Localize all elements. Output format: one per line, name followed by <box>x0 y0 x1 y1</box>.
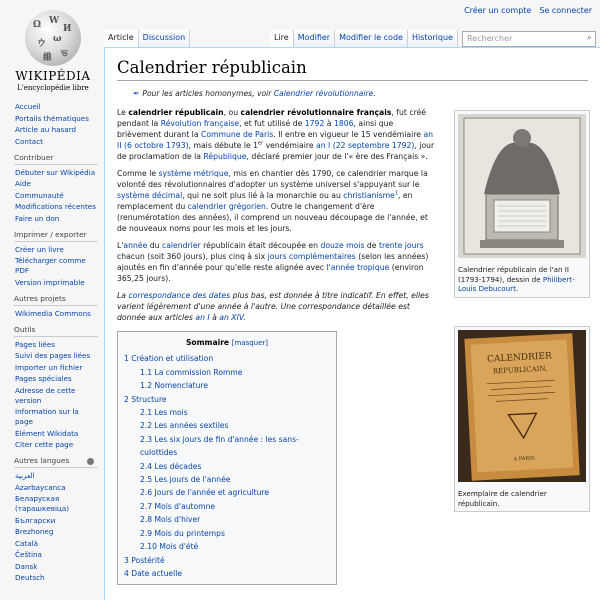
text: (selon les années) ajoutés en fin d'année pour qu'elle reste alignée avec <box>117 252 429 272</box>
article-link[interactable]: an II <box>117 130 434 150</box>
text: , jour de proclamation de la <box>117 141 435 161</box>
sidebar-languages <box>0 456 104 583</box>
sidebar-print <box>0 230 104 288</box>
text: , en remplacement du <box>117 191 413 211</box>
sidebar-item[interactable]: Article au hasard <box>15 125 77 134</box>
language-link[interactable]: Brezhoneg <box>15 527 54 536</box>
thumbnail-caption <box>458 265 586 294</box>
thumbnail-book <box>454 326 590 512</box>
article-link[interactable]: système décimal <box>117 191 183 200</box>
text: . <box>243 313 246 322</box>
sidebar-item[interactable]: Modifications récentes <box>15 202 96 211</box>
text: vendémiaire <box>263 141 316 150</box>
content <box>104 47 600 600</box>
sidebar-item[interactable]: Importer un fichier <box>15 362 83 372</box>
toc-link[interactable]: 2.3 Les six jours de fin d'année : les sans-culottides <box>140 434 299 458</box>
text: . Outre le changement d'ère (renumérotation des années), il comprend un nouveau découpage de l'année, et de nouveaux noms pour les mois et les jours. <box>117 202 428 233</box>
toc-link[interactable]: 2.5 Les jours de l'année <box>140 475 231 485</box>
sidebar-item[interactable]: Suivi des pages liées <box>15 351 91 360</box>
article-body <box>117 107 439 585</box>
article-link[interactable]: an I <box>316 141 331 150</box>
engraving-image[interactable] <box>458 114 586 258</box>
text: de <box>364 241 379 250</box>
book-image[interactable] <box>458 330 586 482</box>
text: chacun (soit 360 jours), plus cinq à six <box>117 252 268 261</box>
tab-read[interactable]: Lire <box>270 30 294 47</box>
sidebar-item[interactable]: Information sur la page <box>15 407 79 426</box>
puzzle-globe-icon: Ω W И ウ ω 維 ভ <box>25 10 81 66</box>
toc-item <box>124 473 330 486</box>
language-link[interactable]: Català <box>15 538 39 548</box>
toc-link[interactable]: 2.6 Jours de l'année et agriculture <box>140 488 270 498</box>
article-link[interactable]: (22 septembre 1792) <box>332 141 415 150</box>
article-link[interactable]: calendrier <box>161 241 201 250</box>
text: , et fut utilisé de <box>239 119 305 128</box>
toc-item <box>124 352 330 365</box>
sidebar-heading-label: Autres langues <box>14 456 70 465</box>
book-title: CALENDRIER <box>486 351 553 365</box>
text: , qui ne soit plus lié à la monarchie ou au <box>182 191 344 200</box>
superscript: er <box>258 140 264 147</box>
article-link[interactable]: an I <box>195 313 210 322</box>
caption-text: Calendrier républicain de l'an II (1793-1794), dessin de <box>458 265 569 284</box>
toc-link[interactable]: 2.4 Les décades <box>140 461 202 471</box>
toc-link[interactable]: 1.1 La commission Romme <box>140 367 243 377</box>
text: , mais débute le 1 <box>188 141 259 150</box>
text: La <box>117 291 129 300</box>
toc-link[interactable]: 2 Structure <box>124 394 167 404</box>
thumbnail-engraving <box>454 110 590 298</box>
language-link[interactable]: Беларуская (тарашкевіца) <box>15 494 70 513</box>
sidebar-item[interactable]: Pages spéciales <box>15 374 72 383</box>
logo-wordmark: WIKIPÉDIA <box>15 69 91 83</box>
language-link[interactable]: Deutsch <box>15 573 45 582</box>
search-placeholder: Rechercher <box>466 34 513 43</box>
toc-link[interactable]: 2.9 Mois du printemps <box>140 528 225 538</box>
article-link[interactable]: correspondance des dates <box>128 291 231 300</box>
sidebar <box>0 102 104 589</box>
text: Le <box>117 108 129 117</box>
toc-link[interactable]: 2.1 Les mois <box>140 408 188 418</box>
sidebar-heading: Imprimer / exporter <box>14 230 98 242</box>
text: , fut créé pendant la <box>117 108 427 128</box>
page-title: Calendrier républicain <box>117 58 588 81</box>
sidebar-item[interactable]: Version imprimable <box>15 277 85 287</box>
sidebar-item[interactable]: Contact <box>15 136 43 146</box>
gear-icon[interactable] <box>87 458 94 465</box>
book-place: A PARIS. <box>513 455 537 463</box>
language-link[interactable]: Dansk <box>15 561 38 571</box>
toc-link[interactable]: 1 Création et utilisation <box>124 354 214 364</box>
toc-link[interactable]: 1.2 Nomenclature <box>140 381 209 391</box>
article-link[interactable]: an XIV <box>219 313 244 322</box>
bold-term: calendrier révolutionnaire français <box>240 108 392 117</box>
sidebar-heading <box>14 456 98 468</box>
text: L' <box>117 241 124 250</box>
personal-tools <box>464 6 592 15</box>
toc-link[interactable]: 3 Postérité <box>124 555 165 565</box>
article-link[interactable]: jours complémentaires <box>267 252 356 261</box>
toc-link[interactable]: 2.10 Mois d'été <box>140 542 199 552</box>
sidebar-heading: Contribuer <box>14 153 98 165</box>
sidebar-item[interactable]: Aide <box>15 179 31 188</box>
sidebar-item[interactable]: Débuter sur Wikipédia <box>15 167 96 177</box>
toc-link[interactable]: 2.2 Les années sextiles <box>140 421 229 431</box>
tab-discussion[interactable]: Discussion <box>139 30 191 47</box>
sidebar-item[interactable]: Accueil <box>15 102 41 111</box>
article-link[interactable]: calendrier grégorien <box>187 202 266 211</box>
sidebar-item[interactable]: Adresse de cette version <box>15 385 76 405</box>
text: à <box>209 313 220 322</box>
sidebar-item[interactable]: Wikimedia Commons <box>15 308 91 318</box>
sidebar-item[interactable]: Créer un livre <box>15 244 64 254</box>
article-link[interactable]: l'année tropique <box>326 263 390 272</box>
wikipedia-logo[interactable] <box>8 6 98 96</box>
hatnote-link[interactable]: Calendrier révolutionnaire <box>273 89 374 98</box>
text: Comme le <box>117 169 159 178</box>
article-link[interactable]: Commune de Paris <box>200 130 274 139</box>
bold-term: calendrier républicain <box>128 108 224 117</box>
tab-article[interactable]: Article <box>104 30 139 47</box>
footnote-ref[interactable]: 1 <box>394 190 398 197</box>
toc-item <box>124 379 330 392</box>
toc-item <box>124 527 330 540</box>
tab-history[interactable]: Historique <box>408 30 458 47</box>
sidebar-item[interactable]: Élément Wikidata <box>15 428 79 438</box>
sidebar-item[interactable]: Communauté <box>15 190 64 200</box>
toc-link[interactable]: 4 Date actuelle <box>124 568 182 578</box>
toc-item <box>124 419 330 432</box>
article-link[interactable]: trente jours <box>378 241 424 250</box>
paragraph-italic <box>117 290 439 323</box>
toc-link[interactable]: 2.8 Mois d'hiver <box>140 515 201 525</box>
sidebar-item[interactable]: Pages liées <box>15 339 56 349</box>
toc-item <box>124 540 330 553</box>
toc-item <box>124 554 330 567</box>
article-link[interactable]: (6 octobre 1793) <box>124 141 189 150</box>
article-link[interactable]: 1792 <box>304 119 325 128</box>
language-link[interactable]: العربية <box>15 471 35 480</box>
sidebar-tools <box>0 325 104 451</box>
paragraph <box>117 168 439 234</box>
toc-item <box>124 406 330 419</box>
caption-link[interactable]: Philibert-Louis Debucourt <box>458 274 575 293</box>
sidebar-item[interactable]: Citer cette page <box>15 440 74 449</box>
sidebar-heading: Autres projets <box>14 294 98 306</box>
text: , déclaré premier jour de l'« ère des Français ». <box>246 152 428 161</box>
sidebar-nav <box>0 102 104 147</box>
sidebar-contribute <box>0 153 104 224</box>
article-link[interactable]: système métrique <box>158 169 229 178</box>
language-link[interactable]: Čeština <box>15 550 42 559</box>
toc-title: Sommaire <box>185 338 230 347</box>
sidebar-projects <box>0 294 104 319</box>
sidebar-item[interactable]: Télécharger comme PDF <box>15 256 86 275</box>
namespace-tabs <box>104 30 190 47</box>
book-subtitle: RÉPUBLICAIN, <box>492 364 548 376</box>
toc-list <box>124 352 330 580</box>
toc-item <box>124 460 330 473</box>
sidebar-item[interactable]: Faire un don <box>15 213 60 223</box>
toc-item <box>124 513 330 526</box>
article-link[interactable]: douze mois <box>320 241 365 250</box>
article-link[interactable]: année <box>123 241 148 250</box>
hatnote <box>117 89 588 98</box>
caption-text: . <box>515 284 519 293</box>
search-input[interactable] <box>462 31 596 47</box>
text: du <box>147 241 162 250</box>
toc-item <box>124 486 330 499</box>
text: , ainsi que brièvement durant la <box>117 119 394 139</box>
toc-item <box>124 393 330 406</box>
toc-item <box>124 433 330 460</box>
create-account-link[interactable]: Créer un compte <box>464 6 532 15</box>
text: plus bas, est donnée à titre indicatif. En effet, elles varient légèrement d'une année à l'autre. Une correspondance détaillée est donnée aux articles <box>117 291 429 322</box>
thumbnail-caption: Exemplaire de calendrier républicain. <box>458 489 547 508</box>
disambiguation-icon: ✒ <box>133 89 140 98</box>
sidebar-heading: Outils <box>14 325 98 337</box>
toc-item <box>124 366 330 379</box>
toc-header <box>124 336 330 350</box>
text: , mis en chantier dès 1790, ce calendrier marque la volonté des révolutionnaires d'adopter un système universel s'appuyant sur le <box>117 169 428 189</box>
paragraph <box>117 107 439 162</box>
tab-edit-source[interactable]: Modifier le code <box>335 30 408 47</box>
toc-toggle-link[interactable]: [masquer] <box>231 339 269 347</box>
table-of-contents <box>117 331 337 585</box>
language-link[interactable]: Български <box>15 515 56 525</box>
hatnote-text: Pour les articles homonymes, voir <box>142 89 274 98</box>
paragraph <box>117 240 439 284</box>
login-link[interactable]: Se connecter <box>539 6 592 15</box>
hatnote-end: . <box>373 89 376 98</box>
article-link[interactable]: christianisme <box>343 191 395 200</box>
article-link[interactable]: République <box>203 152 247 161</box>
article-link[interactable]: Révolution française <box>160 119 240 128</box>
article-link[interactable]: 1806 <box>333 119 354 128</box>
tab-edit[interactable]: Modifier <box>294 30 335 47</box>
text: (environ 365,25 jours). <box>117 263 424 283</box>
text: à <box>324 119 334 128</box>
sidebar-item[interactable]: Portails thématiques <box>15 113 89 123</box>
toc-item <box>124 567 330 580</box>
search-icon[interactable]: ⌕ <box>586 33 592 43</box>
text: , ou <box>223 108 241 117</box>
text: . Il entre en vigueur le 15 vendémiaire <box>273 130 424 139</box>
toc-item <box>124 500 330 513</box>
text: républicain était découpée en <box>200 241 321 250</box>
logo-tagline: L'encyclopédie libre <box>17 84 89 92</box>
toc-toggle[interactable] <box>232 339 268 347</box>
language-link[interactable]: Azərbaycanca <box>15 482 66 492</box>
toc-link[interactable]: 2.7 Mois d'automne <box>140 501 216 511</box>
view-tabs <box>270 30 596 47</box>
